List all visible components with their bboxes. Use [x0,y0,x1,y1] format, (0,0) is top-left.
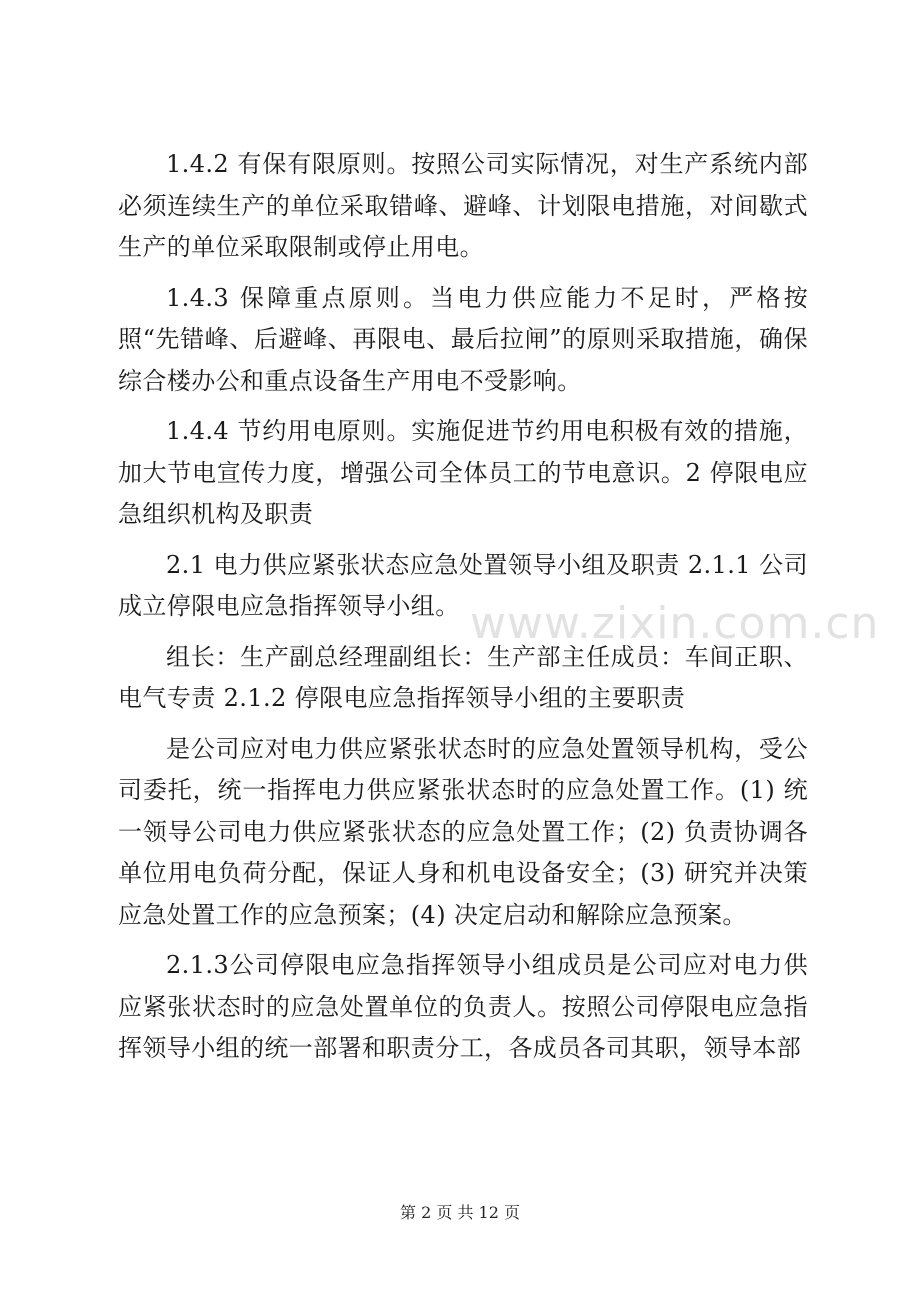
paragraph-1-4-3: 1.4.3 保障重点原则。当电力供应能力不足时，严格按照“先错峰、后避峰、再限电、最后拉闸”的原则采取措施，确保综合楼办公和重点设备生产用电不受影响。 [118,283,808,395]
paragraph-2-1-3: 2.1.3公司停限电应急指挥领导小组成员是公司应对电力供应紧张状态时的应急处置单位的负责人。按照公司停限电应急指挥领导小组的统一部署和职责分工，各成员各司其职，领导本部 [118,951,808,1062]
paragraph-2-1: 2.1 电力供应紧张状态应急处置领导小组及职责 2.1.1 公司成立停限电应急指挥领导小组。 [118,550,808,620]
paragraph-1-4-2: 1.4.2 有保有限原则。按照公司实际情况，对生产系统内部必须连续生产的单位采取错峰、避峰、计划限电措施，对间歇式生产的单位采取限制或停止用电。 [118,150,808,261]
paragraph-team-members: 组长：生产副总经理副组长：生产部主任成员：车间正职、电气专责 2.1.2 停限电应急指挥领导小组的主要职责 [118,642,808,712]
page-footer: 第 2 页 共 12 页 [400,1203,520,1222]
paragraph-duties: 是公司应对电力供应紧张状态时的应急处置领导机构，受公司委托，统一指挥电力供应紧张状态时的应急处置工作。(1) 统一领导公司电力供应紧张状态的应急处置工作；(2) 负责协调各单位用电负荷分配，保证人身和机电设备安全；(3) 研究并决策应急处置工作的应急预案；(4) 决定启动和解除应急预案。 [118,734,808,929]
watermark: www.zixin.com.cn [470,598,880,649]
paragraph-1-4-4: 1.4.4 节约用电原则。实施促进节约用电积极有效的措施，加大节电宣传力度，增强公司全体员工的节电意识。2 停限电应急组织机构及职责 [118,417,808,528]
